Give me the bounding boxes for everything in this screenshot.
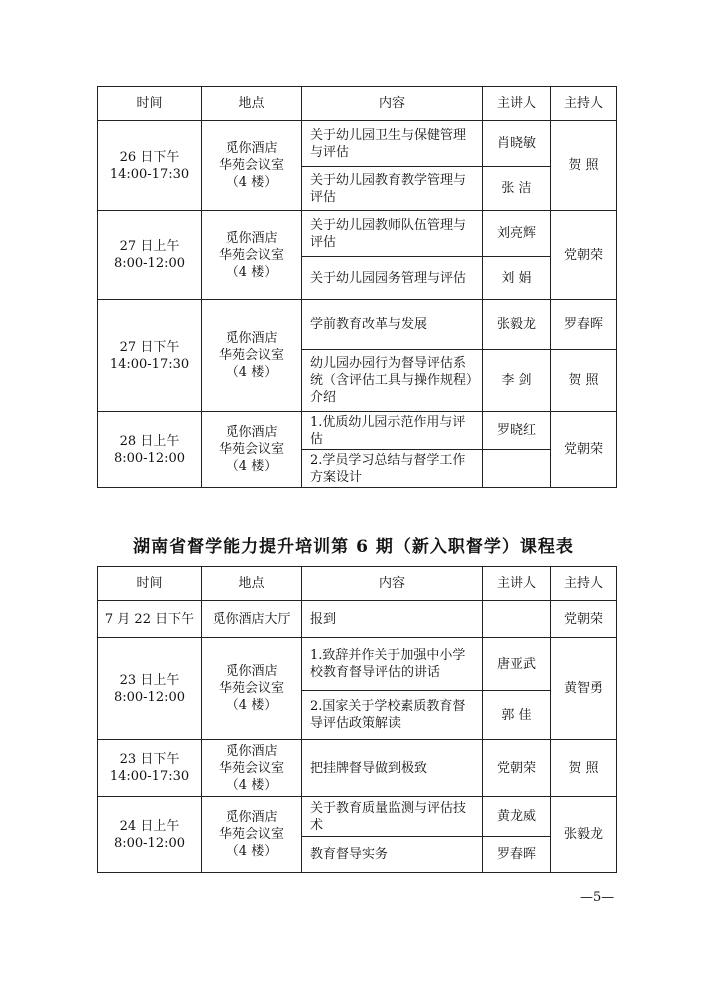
content-cell: 幼儿园办园行为督导评估系统（含评估工具与操作规程）介绍: [302, 350, 483, 412]
header-host: 主持人: [551, 87, 617, 121]
header-place: 地点: [202, 87, 302, 121]
time-cell: 26 日下午 14:00-17:30: [98, 121, 202, 211]
table-row: [98, 740, 617, 797]
header-speaker: 主讲人: [483, 567, 551, 601]
host-cell: 贺 照: [551, 350, 617, 412]
page-number: —5—: [580, 890, 615, 905]
header-content: 内容: [302, 567, 483, 601]
content-cell: 关于教育质量监测与评估技术: [302, 797, 483, 837]
table-row: [98, 211, 617, 257]
time-cell: 23 日下午 14:00-17:30: [98, 740, 202, 797]
host-cell: 贺 照: [551, 740, 617, 797]
table-row: [98, 412, 617, 450]
content-cell: 1.优质幼儿园示范作用与评估: [302, 412, 483, 450]
content-cell: 学前教育改革与发展: [302, 300, 483, 350]
content-cell: 把挂牌督导做到极致: [302, 740, 483, 797]
time-cell: 27 日上午 8:00-12:00: [98, 211, 202, 300]
table-row: [98, 638, 617, 691]
host-cell: 张毅龙: [551, 797, 617, 873]
speaker-cell: 李 剑: [483, 350, 551, 412]
speaker-cell: [483, 601, 551, 638]
table-row: [98, 300, 617, 350]
table-header-row: [98, 87, 617, 121]
header-host: 主持人: [551, 567, 617, 601]
speaker-cell: 张毅龙: [483, 300, 551, 350]
header-content: 内容: [302, 87, 483, 121]
place-cell: 觅你酒店 华苑会议室 （4 楼）: [202, 740, 302, 797]
content-cell: 2.国家关于学校素质教育督导评估政策解读: [302, 691, 483, 740]
speaker-cell: 刘亮辉: [483, 211, 551, 257]
time-cell: 7 月 22 日下午: [98, 601, 202, 638]
table-row: [98, 797, 617, 837]
header-time: 时间: [98, 87, 202, 121]
host-cell: 党朝荣: [551, 601, 617, 638]
speaker-cell: [483, 450, 551, 488]
time-cell: 27 日下午 14:00-17:30: [98, 300, 202, 412]
schedule-table-2: [97, 566, 617, 873]
host-cell: 黄智勇: [551, 638, 617, 740]
place-cell: 觅你酒店大厅: [202, 601, 302, 638]
time-cell: 23 日上午 8:00-12:00: [98, 638, 202, 740]
content-cell: 关于幼儿园教师队伍管理与评估: [302, 211, 483, 257]
speaker-cell: 罗晓红: [483, 412, 551, 450]
host-cell: 党朝荣: [551, 211, 617, 300]
header-place: 地点: [202, 567, 302, 601]
place-cell: 觅你酒店 华苑会议室 （4 楼）: [202, 797, 302, 873]
place-cell: 觅你酒店 华苑会议室 （4 楼）: [202, 121, 302, 211]
place-cell: 觅你酒店 华苑会议室 （4 楼）: [202, 211, 302, 300]
table-row: [98, 121, 617, 167]
speaker-cell: 张 洁: [483, 167, 551, 211]
host-cell: 党朝荣: [551, 412, 617, 488]
speaker-cell: 郭 佳: [483, 691, 551, 740]
speaker-cell: 唐亚武: [483, 638, 551, 691]
place-cell: 觅你酒店 华苑会议室 （4 楼）: [202, 300, 302, 412]
content-cell: 1.致辞并作关于加强中小学校教育督导评估的讲话: [302, 638, 483, 691]
table-header-row: [98, 567, 617, 601]
time-cell: 28 日上午 8:00-12:00: [98, 412, 202, 488]
speaker-cell: 肖晓敏: [483, 121, 551, 167]
content-cell: 2.学员学习总结与督学工作方案设计: [302, 450, 483, 488]
speaker-cell: 黄龙威: [483, 797, 551, 837]
schedule-table-1: [97, 86, 617, 488]
header-speaker: 主讲人: [483, 87, 551, 121]
speaker-cell: 党朝荣: [483, 740, 551, 797]
place-cell: 觅你酒店 华苑会议室 （4 楼）: [202, 638, 302, 740]
content-cell: 关于幼儿园教育教学管理与评估: [302, 167, 483, 211]
content-cell: 报到: [302, 601, 483, 638]
content-cell: 关于幼儿园卫生与保健管理与评估: [302, 121, 483, 167]
host-cell: 贺 照: [551, 121, 617, 211]
content-cell: 关于幼儿园园务管理与评估: [302, 257, 483, 300]
speaker-cell: 罗春晖: [483, 837, 551, 873]
header-time: 时间: [98, 567, 202, 601]
time-cell: 24 日上午 8:00-12:00: [98, 797, 202, 873]
table-row: [98, 601, 617, 638]
course-table-title: 湖南省督学能力提升培训第 6 期（新入职督学）课程表: [133, 537, 574, 557]
host-cell: 罗春晖: [551, 300, 617, 350]
speaker-cell: 刘 娟: [483, 257, 551, 300]
content-cell: 教育督导实务: [302, 837, 483, 873]
place-cell: 觅你酒店 华苑会议室 （4 楼）: [202, 412, 302, 488]
